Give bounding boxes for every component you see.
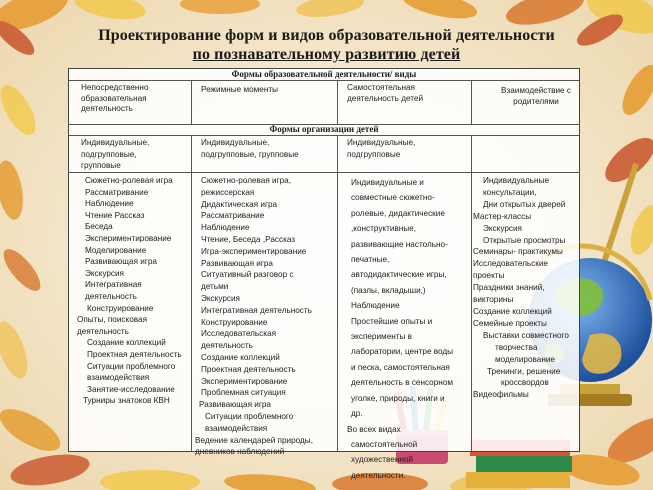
col-divider: [191, 80, 192, 124]
list-item: Моделирование: [85, 245, 147, 255]
list-item: Проектная деятельность: [87, 349, 182, 359]
list-item: Открытые просмотры: [483, 235, 566, 245]
list-item: Мастер-классы: [473, 211, 532, 221]
independent-activity-list: [345, 175, 471, 483]
list-item: Семейные проекты: [473, 318, 547, 328]
col-header-routine: [201, 85, 335, 96]
list-item: деятельность в сенсорном: [351, 378, 453, 388]
list-item: взаимодействия: [205, 423, 268, 433]
list-item: Развивающая игра: [199, 400, 271, 410]
list-item: Дидактическая игра: [201, 199, 278, 209]
list-item: Создание коллекций: [201, 352, 280, 362]
list-item: деятельность: [77, 326, 129, 336]
org-form-text: подгрупповые, групповые: [201, 149, 299, 159]
list-item: Чтение, Беседа ,Рассказ: [201, 234, 296, 244]
page-title: [0, 26, 653, 64]
col-divider: [471, 135, 472, 451]
list-item: совместные сюжетно-: [351, 193, 435, 203]
row-divider: [69, 172, 579, 173]
header-text: Взаимодействие с: [501, 86, 571, 95]
col-divider: [191, 135, 192, 451]
list-item: Экскурсия: [201, 293, 240, 303]
org-form-text: Индивидуальные,: [81, 138, 150, 147]
list-item: Простейшие опыты и: [351, 316, 433, 326]
header-text: родителями: [513, 96, 559, 106]
list-item: Конструирование: [87, 303, 154, 313]
list-item: Видеофильмы: [473, 390, 529, 400]
list-item: Занятие-исследование: [87, 384, 175, 394]
list-item: консультации,: [483, 187, 537, 197]
list-item: взаимодействия: [87, 373, 150, 383]
list-item: дневников наблюдений: [195, 447, 285, 457]
header-text: деятельность: [81, 104, 133, 113]
list-item: творчества: [495, 342, 538, 352]
org-form-text: групповые: [81, 161, 121, 170]
org-form-text: подгрупповые: [347, 149, 401, 159]
list-item: Исследовательские: [473, 259, 548, 269]
header-text: Режимные моменты: [201, 85, 278, 94]
col-divider: [471, 80, 472, 124]
parents-interaction-list: [473, 175, 579, 401]
list-item: Сюжетно-ролевая игра: [85, 176, 173, 185]
list-item: Рассматривание: [201, 211, 265, 221]
col-divider: [337, 80, 338, 124]
list-item: эксперименты в: [351, 332, 413, 342]
list-item: Проектная деятельность: [201, 364, 296, 374]
list-item: Наблюдение: [351, 301, 400, 311]
list-item: Развивающая игра: [201, 258, 273, 268]
list-item: Турниры знатоков КВН: [83, 396, 170, 406]
list-item: моделирование: [495, 354, 555, 364]
list-item: Беседа: [85, 222, 113, 232]
header-text: образовательная: [81, 93, 147, 103]
list-item: Экскурсия: [85, 268, 124, 278]
list-item: Исследовательская: [201, 329, 277, 339]
list-item: Создание коллекций: [473, 306, 552, 316]
list-item: проекты: [473, 271, 505, 281]
list-item: Наблюдение: [201, 223, 250, 233]
title-line-2: по познавательному развитию детей: [192, 46, 461, 63]
list-item: Индивидуальные и: [351, 178, 424, 187]
list-item: Дни открытых дверей: [483, 199, 566, 209]
list-item: Рассматривание: [85, 187, 149, 197]
list-item: ,конструктивные,: [351, 224, 417, 234]
list-item: Проблемная ситуация: [201, 388, 286, 398]
col-header-direct: [81, 83, 189, 115]
list-item: Игра-экспериментирование: [201, 246, 307, 256]
org-form-text: Индивидуальные,: [201, 138, 270, 147]
list-item: Ведение календарей природы,: [195, 435, 313, 445]
list-item: детьми: [201, 282, 229, 292]
list-item: Семинары- практикумы: [473, 247, 563, 257]
list-item: самостоятельной: [351, 439, 418, 449]
header-text: деятельность детей: [347, 93, 424, 103]
list-item: развивающие настольно-: [351, 239, 448, 249]
list-item: Интегративная деятельность: [201, 305, 312, 315]
list-item: Тренинги, решение: [487, 366, 561, 376]
list-item: Развивающая игра: [85, 257, 157, 267]
title-line-1: Проектирование форм и видов образовательной деятельности: [98, 27, 555, 44]
org-form-text: Индивидуальные,: [347, 138, 416, 147]
list-item: Индивидуальные: [483, 176, 550, 185]
list-item: Конструирование: [201, 317, 268, 327]
list-item: Экскурсия: [483, 223, 522, 233]
list-item: Сюжетно-ролевая игра,: [201, 176, 291, 185]
header-text: Самостоятельная: [347, 83, 415, 92]
forms-types-header: Формы образовательной деятельности/ виды: [231, 69, 417, 79]
list-item: деятельность: [85, 291, 137, 301]
row-divider: [69, 135, 579, 136]
list-item: художественной: [351, 455, 414, 465]
org-form-text: подгрупповые,: [81, 149, 137, 159]
col-header-parents: [493, 86, 579, 107]
list-item: Праздники знаний,: [473, 283, 545, 293]
list-item: печатные,: [351, 255, 390, 265]
list-item: викторины: [473, 295, 514, 305]
list-item: и песка, самостоятельная: [351, 362, 450, 372]
col-header-independent: [347, 83, 469, 104]
list-item: Ситуации проблемного: [205, 411, 294, 421]
list-item: (пазлы, вкладыши,): [351, 285, 426, 295]
list-item: Выставки совместного: [483, 330, 569, 340]
list-item: деятельности.: [351, 470, 406, 480]
list-item: Ситуативный разговор с: [201, 270, 294, 280]
list-item: Интегративная: [85, 280, 142, 290]
list-item: уголке, природы, книги и: [351, 393, 445, 403]
org-forms-header: Формы организации детей: [269, 124, 379, 134]
list-item: Ситуации проблемного: [87, 361, 176, 371]
list-item: деятельность: [201, 341, 253, 351]
list-item: Чтение Рассказ: [85, 210, 145, 220]
org-forms-direct: [81, 137, 189, 172]
col-divider: [337, 135, 338, 451]
list-item: режиссерская: [201, 187, 255, 197]
header-text: Непосредственно: [81, 83, 149, 92]
org-forms-routine: [201, 137, 335, 160]
direct-activity-list: [73, 175, 191, 407]
org-forms-independent: [347, 137, 469, 160]
list-item: Во всех видах: [347, 424, 401, 434]
activity-forms-table: [68, 68, 580, 480]
list-item: Опыты, поисковая: [77, 315, 147, 325]
list-item: кроссвордов: [501, 378, 549, 388]
list-item: Создание коллекций: [87, 338, 166, 348]
list-item: ролевые, дидактические: [351, 208, 445, 218]
list-item: Экспериментирование: [201, 376, 288, 386]
row-divider: [69, 80, 579, 81]
list-item: др.: [351, 409, 363, 419]
list-item: Наблюдение: [85, 199, 134, 209]
list-item: Экспериментирование: [85, 233, 172, 243]
routine-moments-list: [195, 175, 337, 458]
list-item: лаборатории, центре воды: [351, 347, 454, 357]
list-item: автодидактические игры,: [351, 270, 447, 280]
